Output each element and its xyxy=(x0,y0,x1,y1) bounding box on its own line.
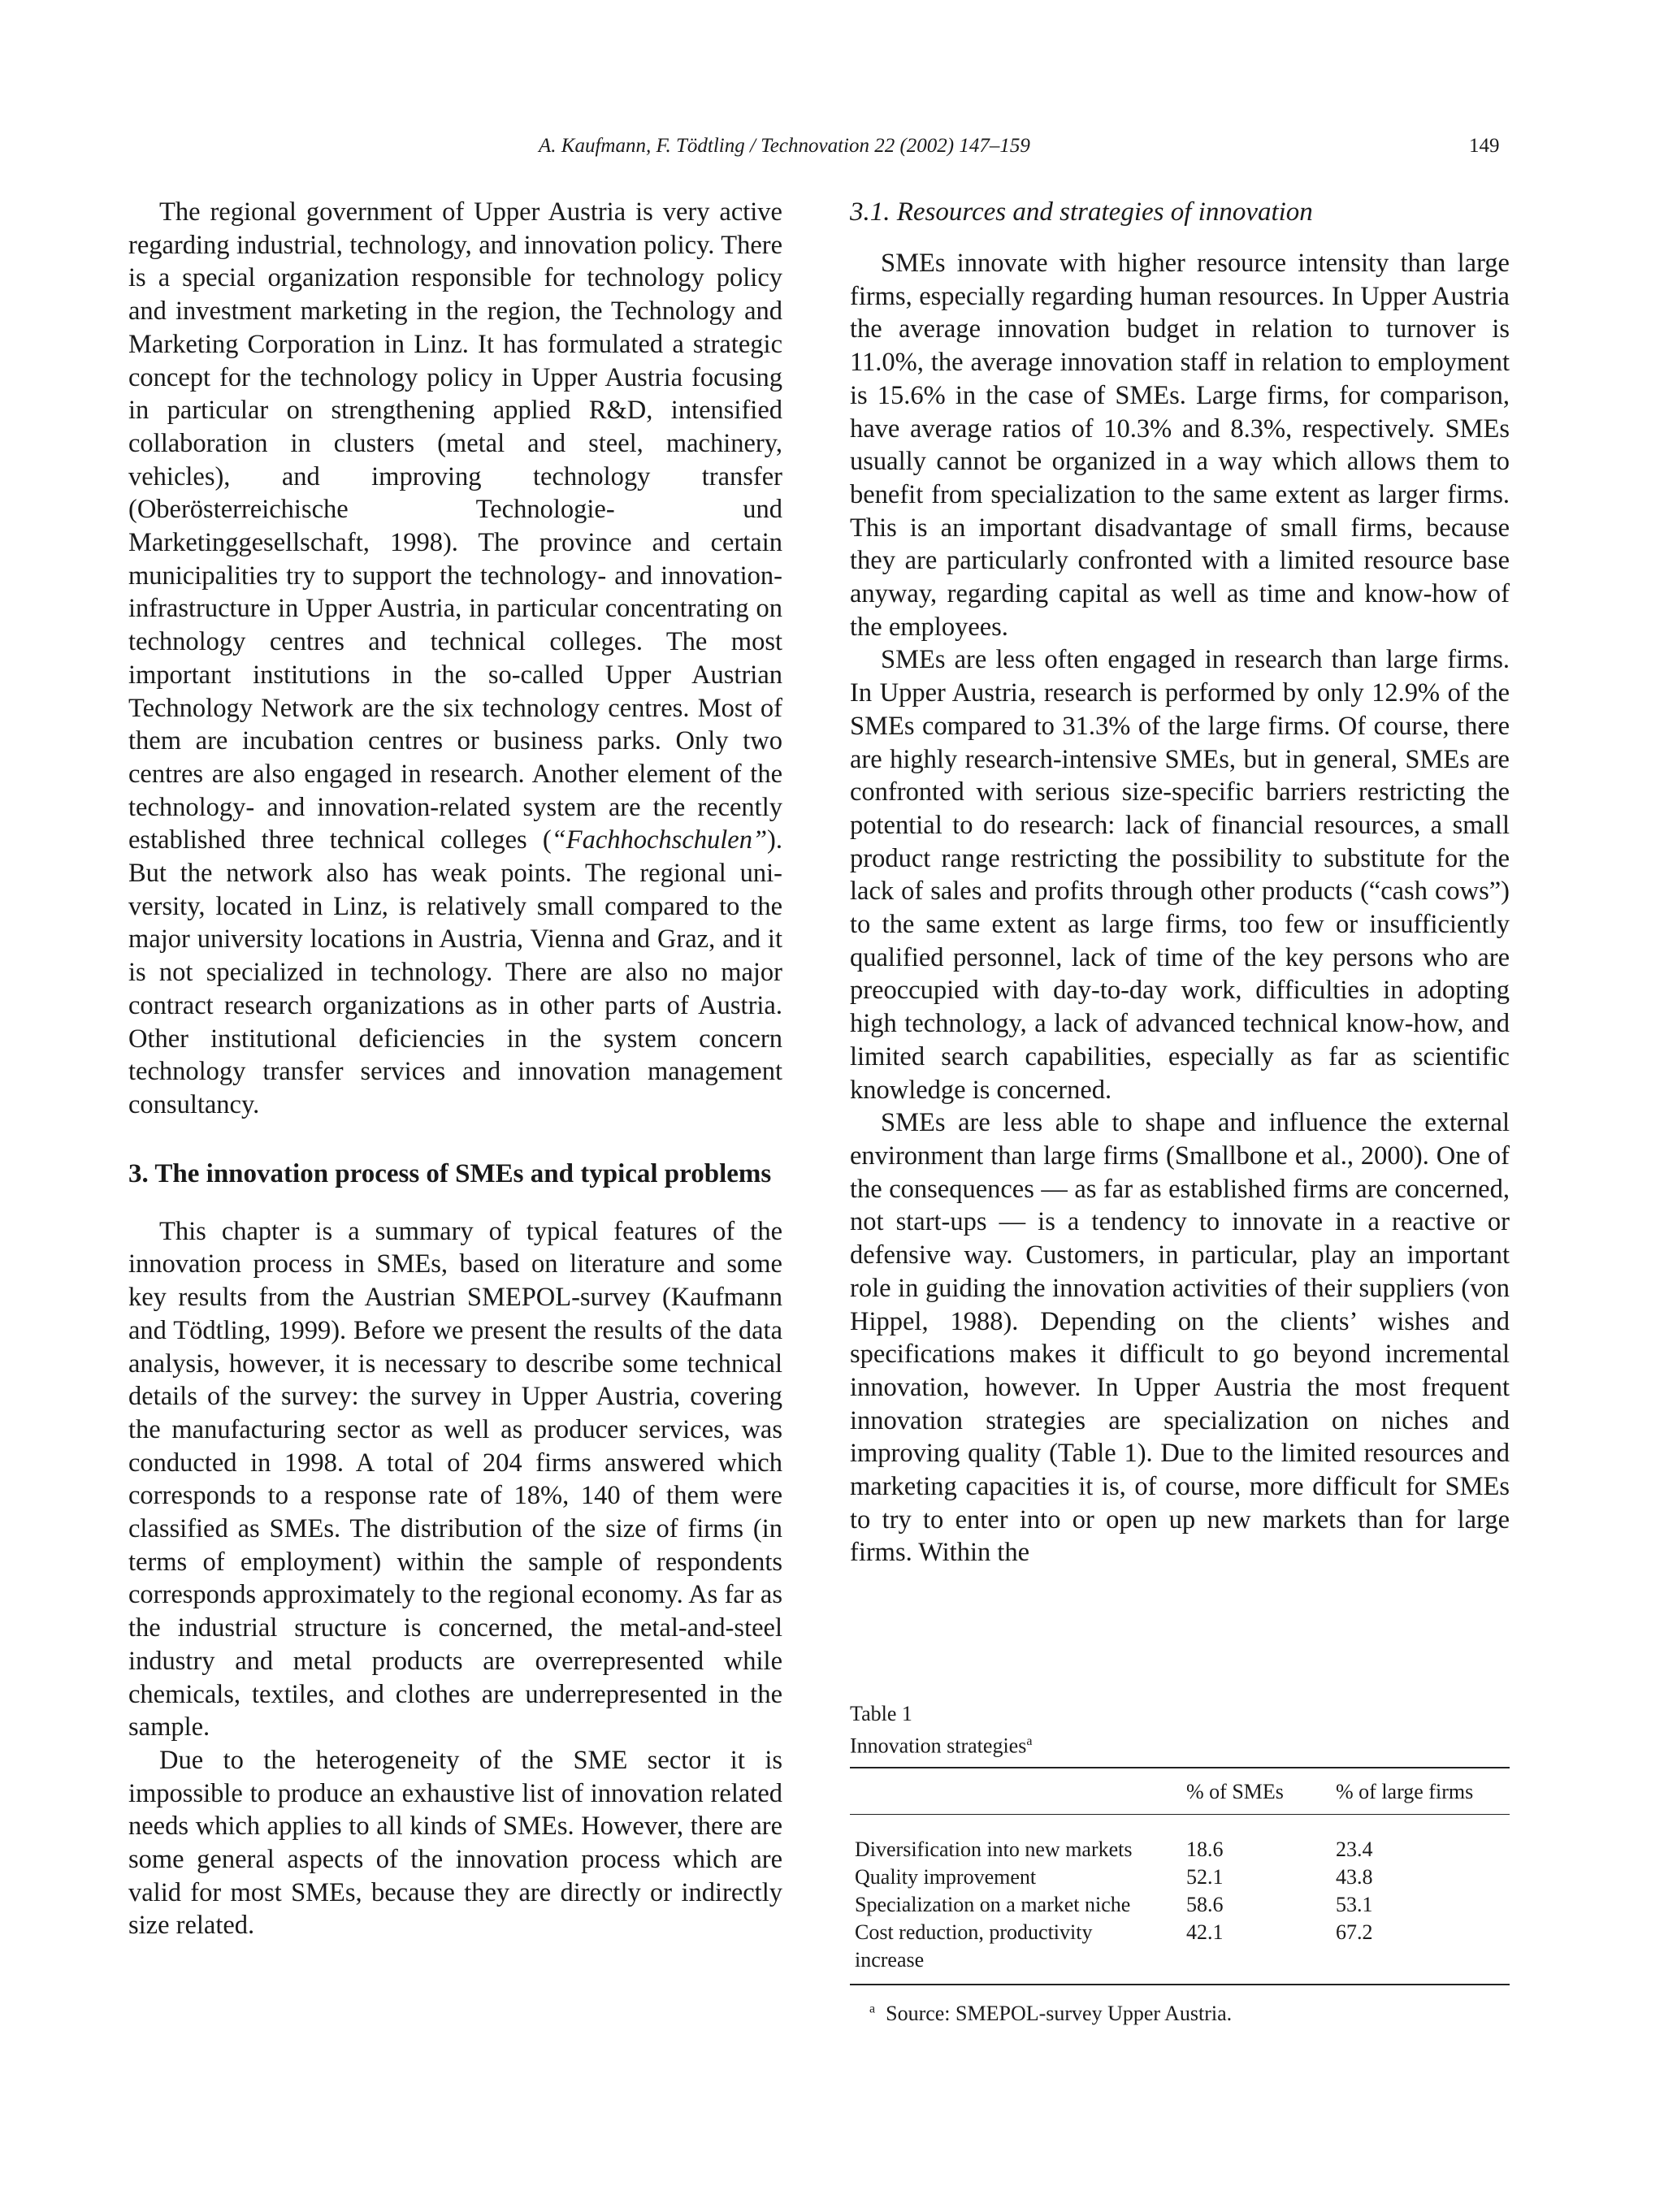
column-header-large: % of large firms xyxy=(1336,1779,1474,1803)
running-title: A. Kaufmann, F. Tödtling / Technovation 22 (2002) 147–159 xyxy=(539,135,1030,157)
table-row xyxy=(850,1919,1510,1974)
body-paragraph: SMEs are less often engaged in research than large firms. In Upper Austria, research is performed by only 12.9% of the SMEs compared to 31.3% of the large firms. Of course, there are highly research-intensive SMEs, but in general, SMEs are confronted with serious size-specific barriers restricting the potential to do research: lack of financial resources, a small product range restricting the possibility to substitute for the lack of sales and profits through other products (“cash cows”) to the same extent as large firms, too few or insufficiently qualified personnel, lack of time of the key persons who are preoccupied with day-to-day work, difficulties in adopting high technology, a lack of advanced technical know-how, and limited search capabilities, especially as far as scientific knowledge is concerned. xyxy=(850,645,1510,1105)
table-bottom-rule xyxy=(850,1984,1510,1985)
running-header xyxy=(0,135,1664,167)
section-heading: 3. The innovation process of SMEs and typical problems xyxy=(128,1158,772,1188)
body-paragraph: SMEs innovate with higher resource intensity than large firms, especially regarding human resources. In Upper Austria the average innovation budget in relation to turnover is 11.0%, the average innovation staff in relation to employment is 15.6% in the case of SMEs. Large firms, for comparison, have average ratios of 10.3% and 8.3%, respectively. SMEs usually cannot be organized in a way which allows them to benefit from specialization to the same extent as larger firms. This is an important disadvantage of small firms, because they are particularly confronted with a limited resource base anyway, regarding capital as well as time and know-how of the employees. xyxy=(850,249,1510,642)
cell-smes: 58.6 xyxy=(1186,1892,1224,1916)
cell-large: 53.1 xyxy=(1336,1892,1373,1916)
cell-strategy: Quality improvement xyxy=(855,1864,1037,1889)
table-row xyxy=(850,1864,1510,1891)
cell-strategy: Cost reduction, productivity increase xyxy=(855,1920,1093,1972)
body-paragraph: SMEs are less able to shape and influence the external environment than large firms (Smallbone et al., 2000). One of the consequences — as far as established firms are concerned, not start-ups — is a tendency to innovate in a reactive or defensive way. Customers, in particular, play an important role in guiding the innovation activities of their suppliers (von Hippel, 1988). Depending on the clients’ wishes and specifications makes it difficult to go beyond incremental innovation, however. In Upper Austria the most frequent innovation strategies are specialization on niches and improving quality (Table 1). Due to the limited resources and marketing capacities it is, of course, more difficult for SMEs to try to enter into or open up new markets than for large firms. Within the xyxy=(850,1108,1510,1568)
cell-strategy: Specialization on a market niche xyxy=(855,1892,1131,1916)
table-row xyxy=(850,1891,1510,1919)
page-number: 149 xyxy=(1469,135,1500,157)
cell-strategy: Diversification into new markets xyxy=(855,1837,1133,1861)
body-paragraph: The regional government of Upper Austria is very active regarding industrial, technology, and innovation policy. There is a special organization responsible for technology policy and investment marketing in the region, the Technology and Marketing Corporation in Linz. It has formulated a strategic concept for the technology policy in Upper Austria focusing in particular on strengthening applied R&D, intensified collaboration in clusters (metal and steel, machinery, vehicles), and improving technology transfer (Oberösterreichische Technologie- und Marketinggesellschaft, 1998). The province and certain municipalities try to support the technology- and innovation-infrastructure in Upper Austria, in particular concentrating on technology centres and technical colleges. The most important institutions in the so-called Upper Austrian Technology Network are the six technology centres. Most of them are incubation centres or business parks. Only two centres are also engaged in research. Another element of the technology- and innovation-related system are the recently established three technical colleges (“Fachhochschulen”). But the network also has weak points. The regional university, located in Linz, is relatively small compared to the major university locations in Austria, Vienna and Graz, and it is not specialized in technology. There are also no major contract research organizations as in other parts of Austria. Other institutional deficiencies in the system concern technology transfer services and innovation management consultancy. xyxy=(128,197,782,1119)
cell-smes: 52.1 xyxy=(1186,1864,1224,1889)
body-paragraph: Due to the heterogeneity of the SME sector it is impossible to produce an exhaustive list of innovation related needs which applies to all kinds of SMEs. However, there are some general aspects of the innovation process which are valid for most SMEs, because they are directly or indirectly size related. xyxy=(128,1745,782,1941)
cell-smes: 18.6 xyxy=(1186,1837,1224,1861)
cell-large: 67.2 xyxy=(1336,1920,1373,1944)
table-body xyxy=(850,1815,1510,1984)
table-footnote: $^a$ Source: SMEPOL-survey Upper Austria. xyxy=(869,2001,1233,2025)
footnote-marker: a xyxy=(869,2002,876,2015)
table-caption: Innovation strategies$^a$ xyxy=(850,1734,1033,1758)
left-column xyxy=(128,196,782,1942)
column-header-smes: % of SMEs xyxy=(1186,1779,1284,1803)
table-1 xyxy=(850,1700,1510,2026)
cell-large: 43.8 xyxy=(1336,1864,1373,1889)
subsection-heading: 3.1. Resources and strategies of innovation xyxy=(850,197,1313,227)
cell-large: 23.4 xyxy=(1336,1837,1373,1861)
table-label: Table 1 xyxy=(850,1702,912,1725)
right-column xyxy=(850,196,1510,1569)
cell-smes: 42.1 xyxy=(1186,1920,1224,1944)
body-paragraph: This chapter is a summary of typical features of the innovation process in SMEs, based on literature and some key results from the Austrian SMEPOL-survey (Kaufmann and Tödtling, 1999). Before we present the results of the data analysis, however, it is necessary to describe some technical details of the survey: the survey in Upper Austria, covering the manufacturing sector as well as producer services, was conducted in 1998. A total of 204 firms answered which corresponds to a response rate of 18%, 140 of them were classified as SMEs. The distribution of the size of firms (in terms of employment) within the sample of respondents corresponds approximately to the regional economy. As far as the industrial structure is concerned, the metal-and-steel industry and metal products are overrepresented while chemicals, textiles, and clothes are underrepresented in the sample. xyxy=(128,1216,782,1742)
table-row xyxy=(850,1836,1510,1864)
table-header-row xyxy=(850,1768,1510,1814)
caption-footnote-marker: a xyxy=(1026,1734,1033,1748)
